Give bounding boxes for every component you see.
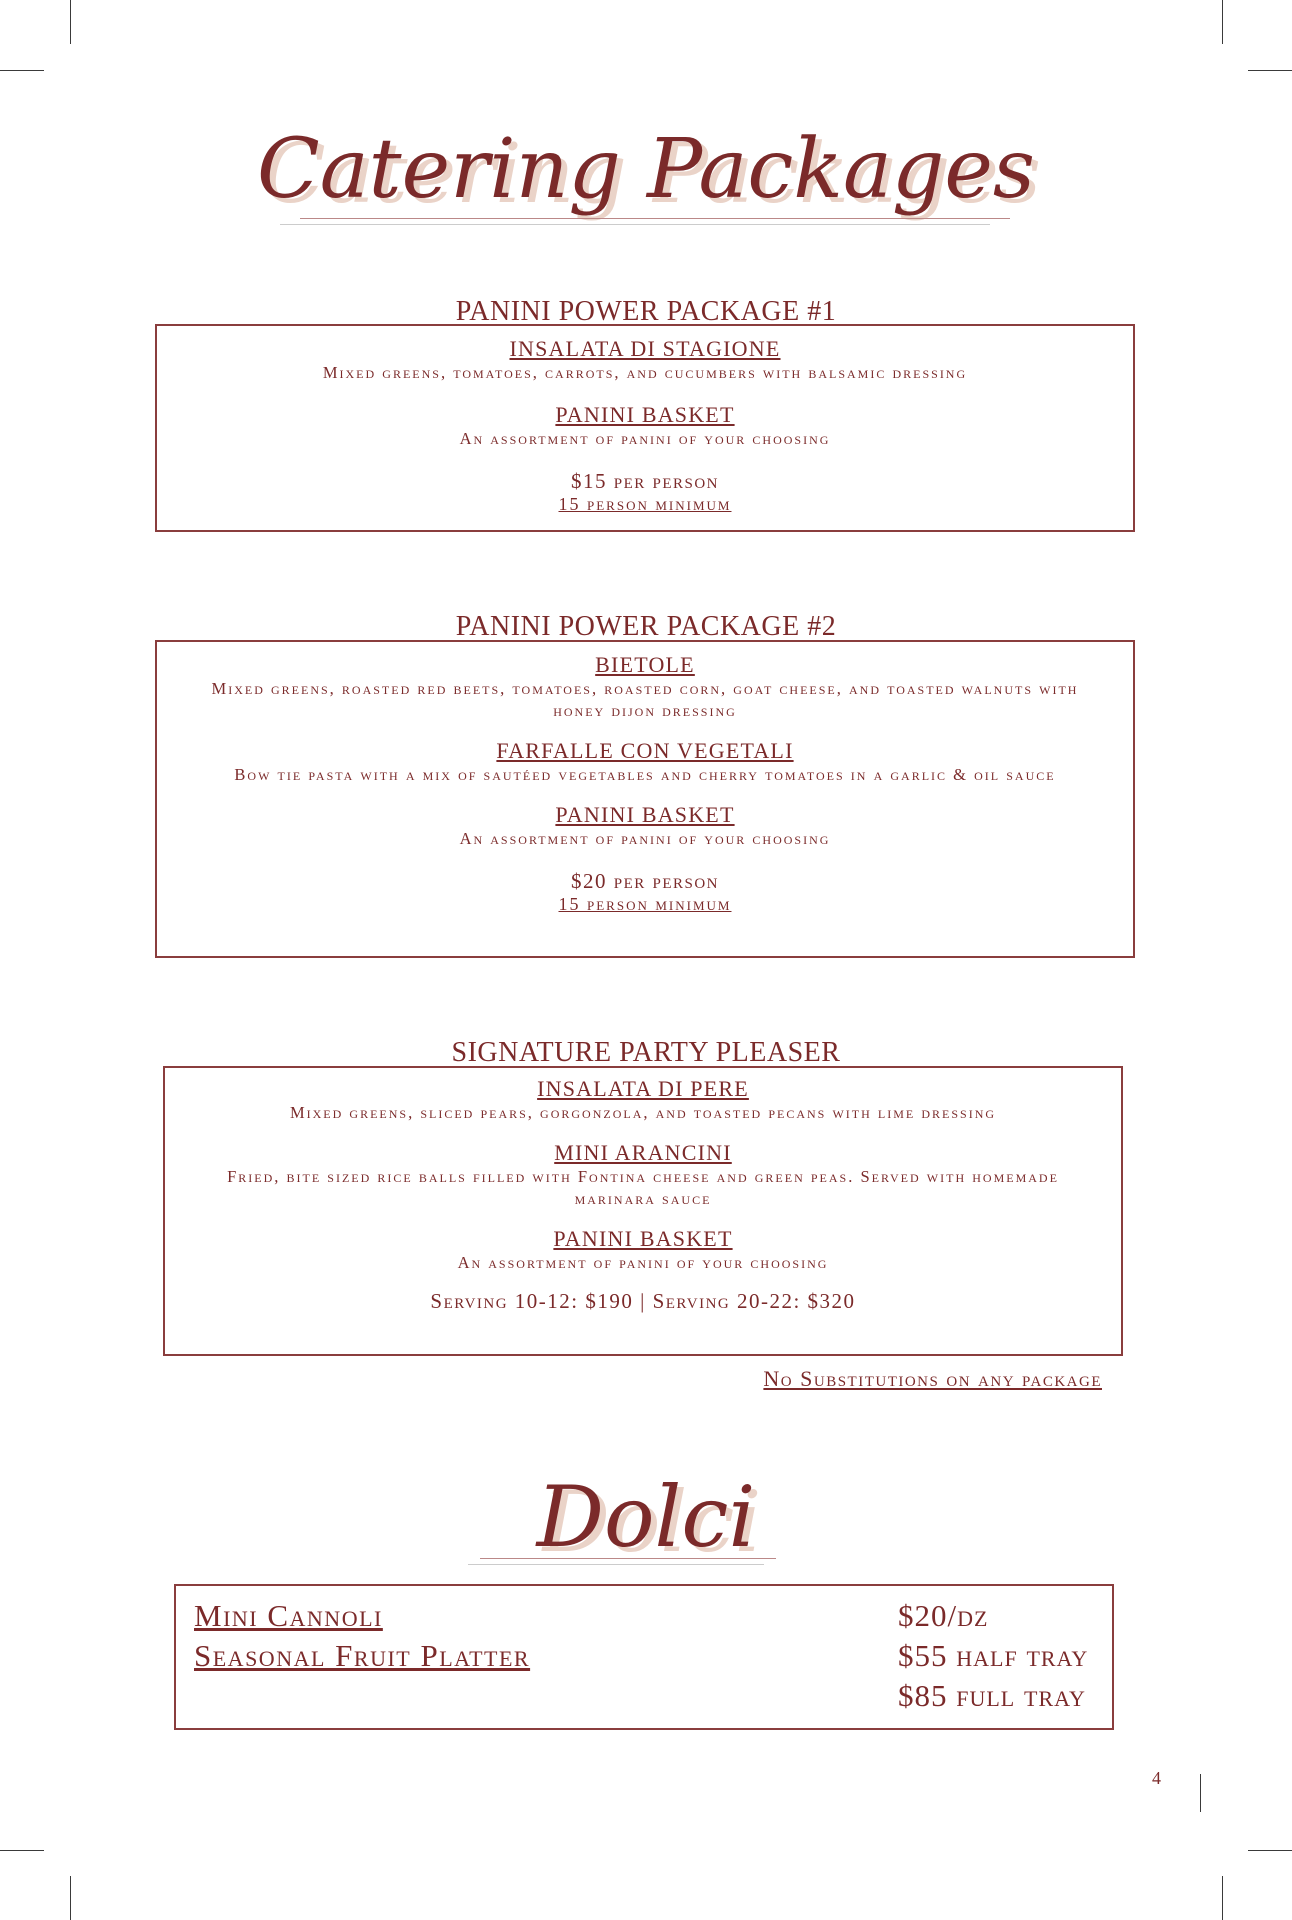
title-underline [300,218,1010,219]
dolci-item-price: $55 half tray [898,1638,1089,1673]
menu-item [157,652,1133,722]
item-description: Mixed greens, sliced pears, gorgonzola, and toasted pecans with lime dressing [289,1103,997,1122]
menu-item [157,336,1133,384]
no-substitutions-note: No Substitutions on any package [763,1366,1102,1391]
item-description: An assortment of panini of your choosing [457,1253,829,1272]
dolci-item-price: $85 full tray [898,1678,1086,1713]
item-description: Mixed greens, tomatoes, carrots, and cucumbers with balsamic dressing [322,363,968,382]
dolci-item-price: $20/dz [898,1598,989,1633]
dolci-title: Dolci [536,1468,756,1566]
package-heading: SIGNATURE PARTY PLEASER [451,1037,841,1068]
item-name: PANINI BASKET [555,402,735,427]
page-title: Catering Packages [257,122,1035,217]
dolci-item-name: Mini Cannoli [194,1598,383,1633]
package-price: $15 per person [570,469,720,493]
dolci-item-name: Seasonal Fruit Platter [194,1638,531,1673]
crop-mark [70,0,71,44]
package-serving-price: Serving 10-12: $190 | Serving 20-22: $320 [430,1289,856,1313]
crop-mark [0,1850,44,1851]
item-description: Mixed greens, roasted red beets, tomatoes, roasted corn, goat cheese, and toasted walnuts with honey dijon dressing [211,679,1079,720]
item-name: INSALATA DI STAGIONE [509,336,781,361]
package-box [155,640,1135,958]
menu-item [157,802,1133,850]
item-description: Fried, bite sized rice balls filled with Fontina cheese and green peas. Served with homemade marinara sauce [227,1167,1059,1208]
item-description: An assortment of panini of your choosing [459,429,831,448]
package-box [155,324,1135,532]
dolci-underline [468,1564,764,1565]
crop-mark [1248,70,1292,71]
crop-mark [1248,1850,1292,1851]
item-name: BIETOLE [595,652,695,677]
package-heading: PANINI POWER PACKAGE #1 [455,296,837,327]
crop-mark [70,1876,71,1920]
item-description: Bow tie pasta with a mix of sautéed vegetables and cherry tomatoes in a garlic & oil sauce [234,765,1056,784]
package-minimum: 15 person minimum [558,894,732,914]
crop-mark [1222,0,1223,44]
package-box [163,1066,1123,1356]
menu-item [165,1226,1121,1274]
crop-mark [1222,1876,1223,1920]
package-price: $20 per person [570,869,720,893]
menu-item [157,402,1133,450]
item-name: FARFALLE CON VEGETALI [496,738,794,763]
title-underline [280,224,990,225]
package-minimum: 15 person minimum [558,494,732,514]
page-number-divider [1200,1774,1201,1812]
menu-item [165,1076,1121,1124]
item-name: PANINI BASKET [553,1226,733,1251]
page-number: 4 [1152,1768,1161,1788]
menu-item [157,738,1133,786]
dolci-box [174,1584,1114,1730]
crop-mark [0,70,44,71]
item-name: MINI ARANCINI [554,1140,732,1165]
item-name: INSALATA DI PERE [537,1076,749,1101]
package-heading: PANINI POWER PACKAGE #2 [455,611,837,642]
item-name: PANINI BASKET [555,802,735,827]
item-description: An assortment of panini of your choosing [459,829,831,848]
menu-item [165,1140,1121,1210]
dolci-underline [480,1558,776,1559]
